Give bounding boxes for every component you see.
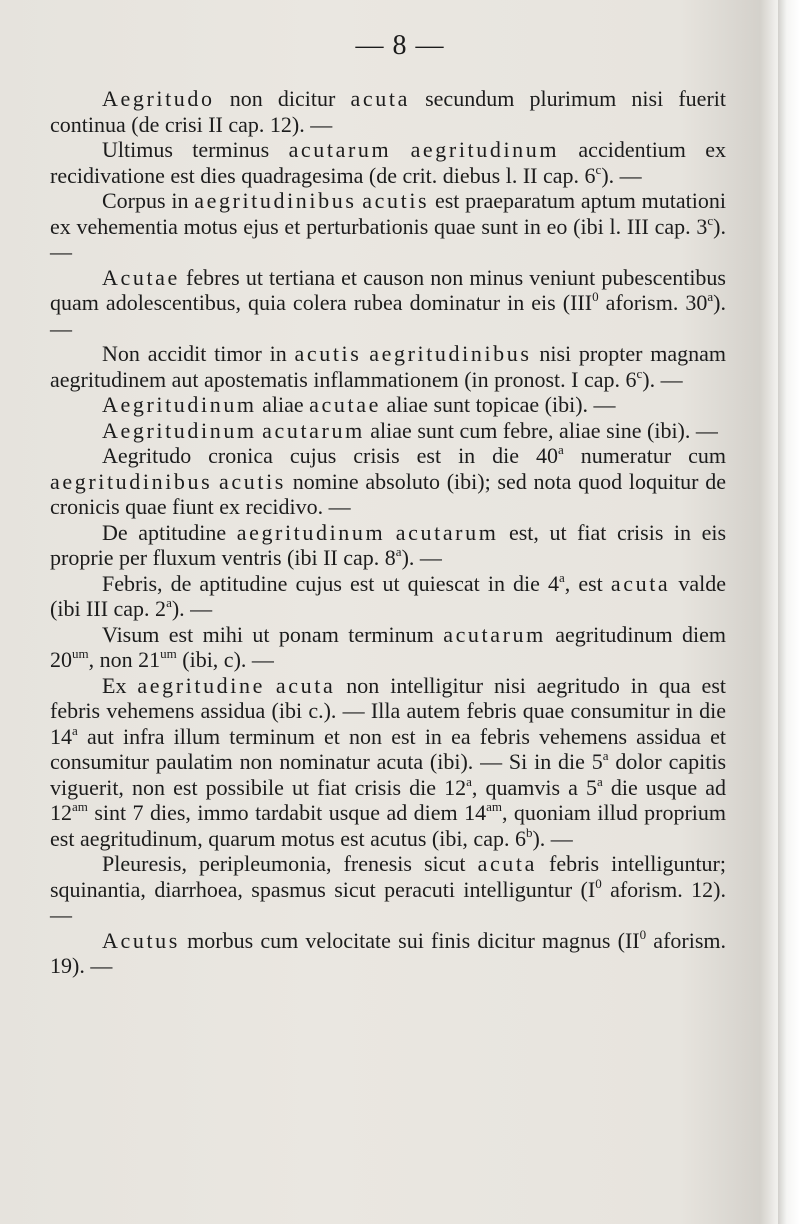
text-run: valde (ibi III cap. 2 <box>50 570 726 621</box>
text-run: aforism. 19). — <box>50 927 727 978</box>
superscript: a <box>72 722 78 738</box>
superscript: b <box>525 824 533 840</box>
page-edge <box>778 0 800 1224</box>
text-run: sint 7 dies, immo tardabit usque ad diem 14 <box>87 800 487 825</box>
paragraph <box>50 418 726 444</box>
superscript: am <box>72 799 88 814</box>
paragraph <box>50 392 726 418</box>
paragraph <box>50 928 726 979</box>
superscript: a <box>558 442 564 457</box>
spaced-term: Aegritudinum <box>102 417 257 443</box>
spaced-term: acutis <box>294 341 362 366</box>
text-run: Corpus in <box>102 188 195 213</box>
superscript: 0 <box>592 289 599 304</box>
superscript: c <box>595 161 602 177</box>
text-run: , quoniam illud proprium est aegritudinum, quarum motus est acutus (ibi, cap. 6 <box>50 800 726 851</box>
text-body <box>50 86 726 979</box>
superscript: a <box>602 748 609 763</box>
text-run: aliae sunt topicae (ibi). — <box>380 392 616 417</box>
text-run <box>385 520 396 545</box>
superscript: a <box>466 773 472 789</box>
spaced-term: Acutae <box>102 264 180 290</box>
text-run: Visum est mihi ut ponam terminum <box>102 621 444 647</box>
superscript: um <box>160 646 177 661</box>
text-run: (ibi, c). — <box>176 647 274 672</box>
text-run: aegritudinum diem 20 <box>50 621 726 672</box>
text-run: non dicitur <box>214 86 351 111</box>
spaced-term: Aegritudinum <box>102 392 257 417</box>
superscript: a <box>395 544 402 559</box>
paragraph <box>50 86 726 137</box>
text-run: numeratur cum <box>563 443 726 468</box>
text-run: nisi propter magnam aegritudinem aut apostematis inflammationem (in pronost. I cap. 6 <box>50 341 727 392</box>
text-run: Pleuresis, peripleumonia, frenesis sicut <box>102 851 478 876</box>
text-run: ). — <box>50 290 726 341</box>
text-run: ). — <box>50 213 726 264</box>
spaced-term: aegritudinibus <box>194 188 357 213</box>
spaced-term: Aegritudo <box>102 86 215 111</box>
spaced-term: aegritudinum <box>236 519 386 545</box>
paragraph <box>50 443 726 520</box>
text-run: aut infra illum terminum et non est in ea febris vehemens assidua et consumitur paulatim non nominatur acuta (ibi). — Si in die 5 <box>50 723 726 774</box>
text-run: aforism. 12). — <box>50 876 726 927</box>
paragraph <box>50 571 726 622</box>
text-run: Aegritudo cronica cujus crisis est in die 40 <box>102 443 558 468</box>
text-run: Febris, de aptitudine cujus est ut quiescat in die 4 <box>102 570 559 596</box>
text-run: est, ut fiat crisis in eis proprie per fluxum ventris (ibi II cap. 8 <box>50 519 727 570</box>
spaced-term: aegritudine <box>137 672 265 698</box>
text-run: Ex <box>102 672 138 698</box>
superscript: a <box>558 569 565 585</box>
paragraph <box>50 137 726 188</box>
superscript: a <box>707 289 714 304</box>
spaced-term: acuta <box>275 672 336 698</box>
text-run: ). — <box>601 162 642 188</box>
text-run: nomine absoluto (ibi); sed nota quod loquitur de cronicis quae fiunt ex recidivo. — <box>50 468 727 519</box>
superscript: a <box>166 595 172 610</box>
spaced-term: aegritudinibus <box>369 341 532 366</box>
superscript: a <box>596 773 603 789</box>
text-run: Non accidit timor in <box>102 341 295 366</box>
superscript: 0 <box>595 875 602 891</box>
superscript: c <box>707 212 714 228</box>
text-run: , quamvis a 5 <box>471 774 597 800</box>
spaced-term: acutae <box>309 392 381 417</box>
paragraph <box>50 851 726 928</box>
text-run: accidentium ex recidivatione est dies quadragesima (de crit. diebus l. II cap. 6 <box>50 137 727 188</box>
spaced-term: aegritudinibus <box>50 468 213 494</box>
spaced-term: acuta <box>477 851 537 876</box>
spaced-term: acuta <box>610 570 671 596</box>
paragraph <box>50 188 726 265</box>
text-run: De aptitudine <box>102 519 237 545</box>
text-run: ). — <box>532 825 573 851</box>
page-number: — 8 — <box>355 30 445 61</box>
spaced-term: acutarum <box>395 519 499 545</box>
superscript: am <box>486 799 502 814</box>
paragraph <box>50 520 726 571</box>
text-run: ). — <box>642 366 683 392</box>
text-run: die usque ad 12 <box>50 774 726 825</box>
superscript: c <box>636 365 643 381</box>
text-run <box>391 137 410 162</box>
paragraph <box>50 673 726 852</box>
text-run: aliae sunt cum febre, aliae sine (ibi). — <box>364 417 718 443</box>
spaced-term: acutis <box>219 468 286 494</box>
text-run: ). — <box>401 545 442 570</box>
text-run: aforism. 30 <box>598 290 708 315</box>
text-run: morbus cum velocitate sui finis dicitur magnus (II <box>179 927 640 953</box>
text-run: est praeparatum aptum mutationi ex vehementia motus ejus et perturbationis quae sunt in eo (ibi l. III cap. 3 <box>50 188 726 239</box>
text-run: aliae <box>256 392 310 417</box>
superscript: 0 <box>639 926 647 942</box>
text-run: febris intelliguntur; squinantia, diarrhoea, spasmus sicut peracuti intelliguntur (I <box>50 851 726 902</box>
spaced-term: Acutus <box>102 927 180 953</box>
text-run: febres ut tertiana et causon non minus veniunt pubescentibus quam adolescentibus, quia colera rubea dominatur in eis (III <box>50 264 726 315</box>
text-run: , non 21 <box>88 647 161 672</box>
spaced-term: aegritudinum <box>410 137 560 162</box>
text-run: secundum plurimum nisi fuerit continua (de crisi II cap. 12). — <box>50 86 726 137</box>
text-run: Ultimus terminus <box>102 137 289 162</box>
text-run: non intelligitur nisi aegritudo in qua est febris vehemens assidua (ibi c.). — Illa autem febris quae consumitur in die 14 <box>50 672 726 749</box>
paragraph <box>50 265 726 342</box>
paragraph <box>50 341 726 392</box>
spaced-term: acutarum <box>288 137 392 162</box>
spaced-term: acutis <box>362 188 430 213</box>
paragraph <box>50 622 726 673</box>
text-run: ). — <box>171 596 213 621</box>
text-run: , est <box>564 570 611 596</box>
text-run <box>265 673 276 698</box>
spaced-term: acutarum <box>262 417 365 443</box>
superscript: um <box>72 646 89 661</box>
spaced-term: acuta <box>350 86 410 111</box>
text-run: dolor capitis viguerit, non est possibile ut fiat crisis die 12 <box>50 749 727 800</box>
spaced-term: acutarum <box>443 621 546 647</box>
